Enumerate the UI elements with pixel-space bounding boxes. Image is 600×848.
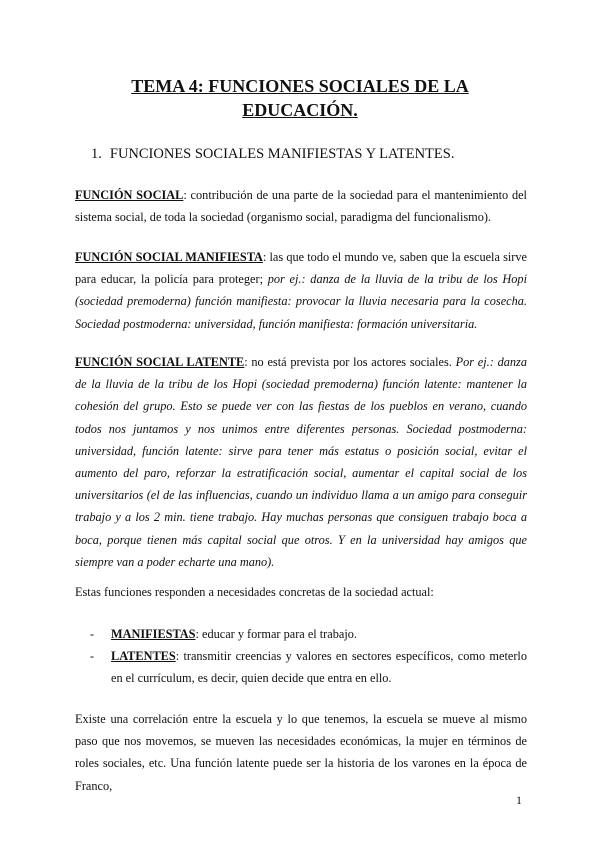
section-number: 1. [91,146,102,162]
paragraph-funcion-social [75,184,527,228]
list-item [75,623,527,645]
paragraph-italic-text: por ej.: danza de la lluvia de la tribu de los Hopi (sociedad premoderna) función manifiesta: provocar la lluvia necesaria para la cosecha. Sociedad postmoderna: universidad, función manifiesta: formación universitaria. [75,272,527,331]
paragraph-funcion-manifiesta [75,246,527,335]
list-dash: - [90,649,95,664]
term-funcion-latente: FUNCIÓN SOCIAL LATENTE [75,355,245,369]
list-item [75,645,527,689]
paragraph-text: : no está prevista por los actores sociales. [244,355,456,369]
paragraph-text: Estas funciones responden a necesidades concretas de la sociedad actual: [75,585,434,599]
term-funcion-social: FUNCIÓN SOCIAL [75,188,184,202]
paragraph-text: : contribución de una parte de la sociedad para el mantenimiento del sistema social, de toda la sociedad (organismo social, paradigma del funcionalismo). [75,188,527,225]
page-number: 1 [516,793,522,807]
paragraph-text: : las que todo el mundo ve, saben que la escuela sirve para educar, la policía para proteger; [75,250,528,287]
page-title [75,74,525,122]
term-manifiestas: MANIFIESTAS [111,627,196,641]
paragraph-text: Existe una correlación entre la escuela y lo que tenemos, la escuela se mueve al mismo paso que nos movemos, se mueven las necesidades económicas, la mujer en términos de roles sociales, etc. Una función latente puede ser la historia de los varones en la época de Franco, [75,712,527,793]
section-heading-text: FUNCIONES SOCIALES MANIFIESTAS Y LATENTES. [109,146,455,162]
title-line-1: TEMA 4: FUNCIONES SOCIALES DE LA [131,76,469,96]
term-latentes: LATENTES [111,649,176,664]
paragraph-italic-text: Por ej.: danza de la lluvia de la tribu de los Hopi (sociedad premoderna) función latente: mantener la cohesión del grupo. Esto se puede ver con las fiestas de los pueblos en verano, cuando todos nos juntamos y nos unimos entre diferentes personas. Sociedad postmoderna: universidad, función latente: sirve para tener más estatus o posición social, evitar el aumento del paro, reforzar la estratificación social, aumentar el capital social de los universitarios (el de las influencias, cuando un individuo llama a un amigo para conseguir trabajo y a los 2 min. tiene trabajo. Hay muchas personas que consiguen trabajo boca a boca, porque tienen más capital social que otros. Y en la universidad hay amigos que siempre van a poder echarte una mano). [75,355,527,569]
list-item-text: : transmitir creencias y valores en sectores específicos, como meterlo en el currículum, es decir, quien decide que entra en ello. [111,649,527,686]
title-line-2: EDUCACIÓN. [242,100,358,120]
list-dash: - [90,627,95,641]
paragraph-correlacion [75,708,527,797]
section-heading [91,145,454,163]
paragraph-necesidades [75,581,527,603]
term-funcion-manifiesta: FUNCIÓN SOCIAL MANIFIESTA [75,250,263,264]
functions-list [75,623,527,690]
list-item-text: : educar y formar para el trabajo. [195,627,357,641]
paragraph-funcion-latente [75,351,527,573]
